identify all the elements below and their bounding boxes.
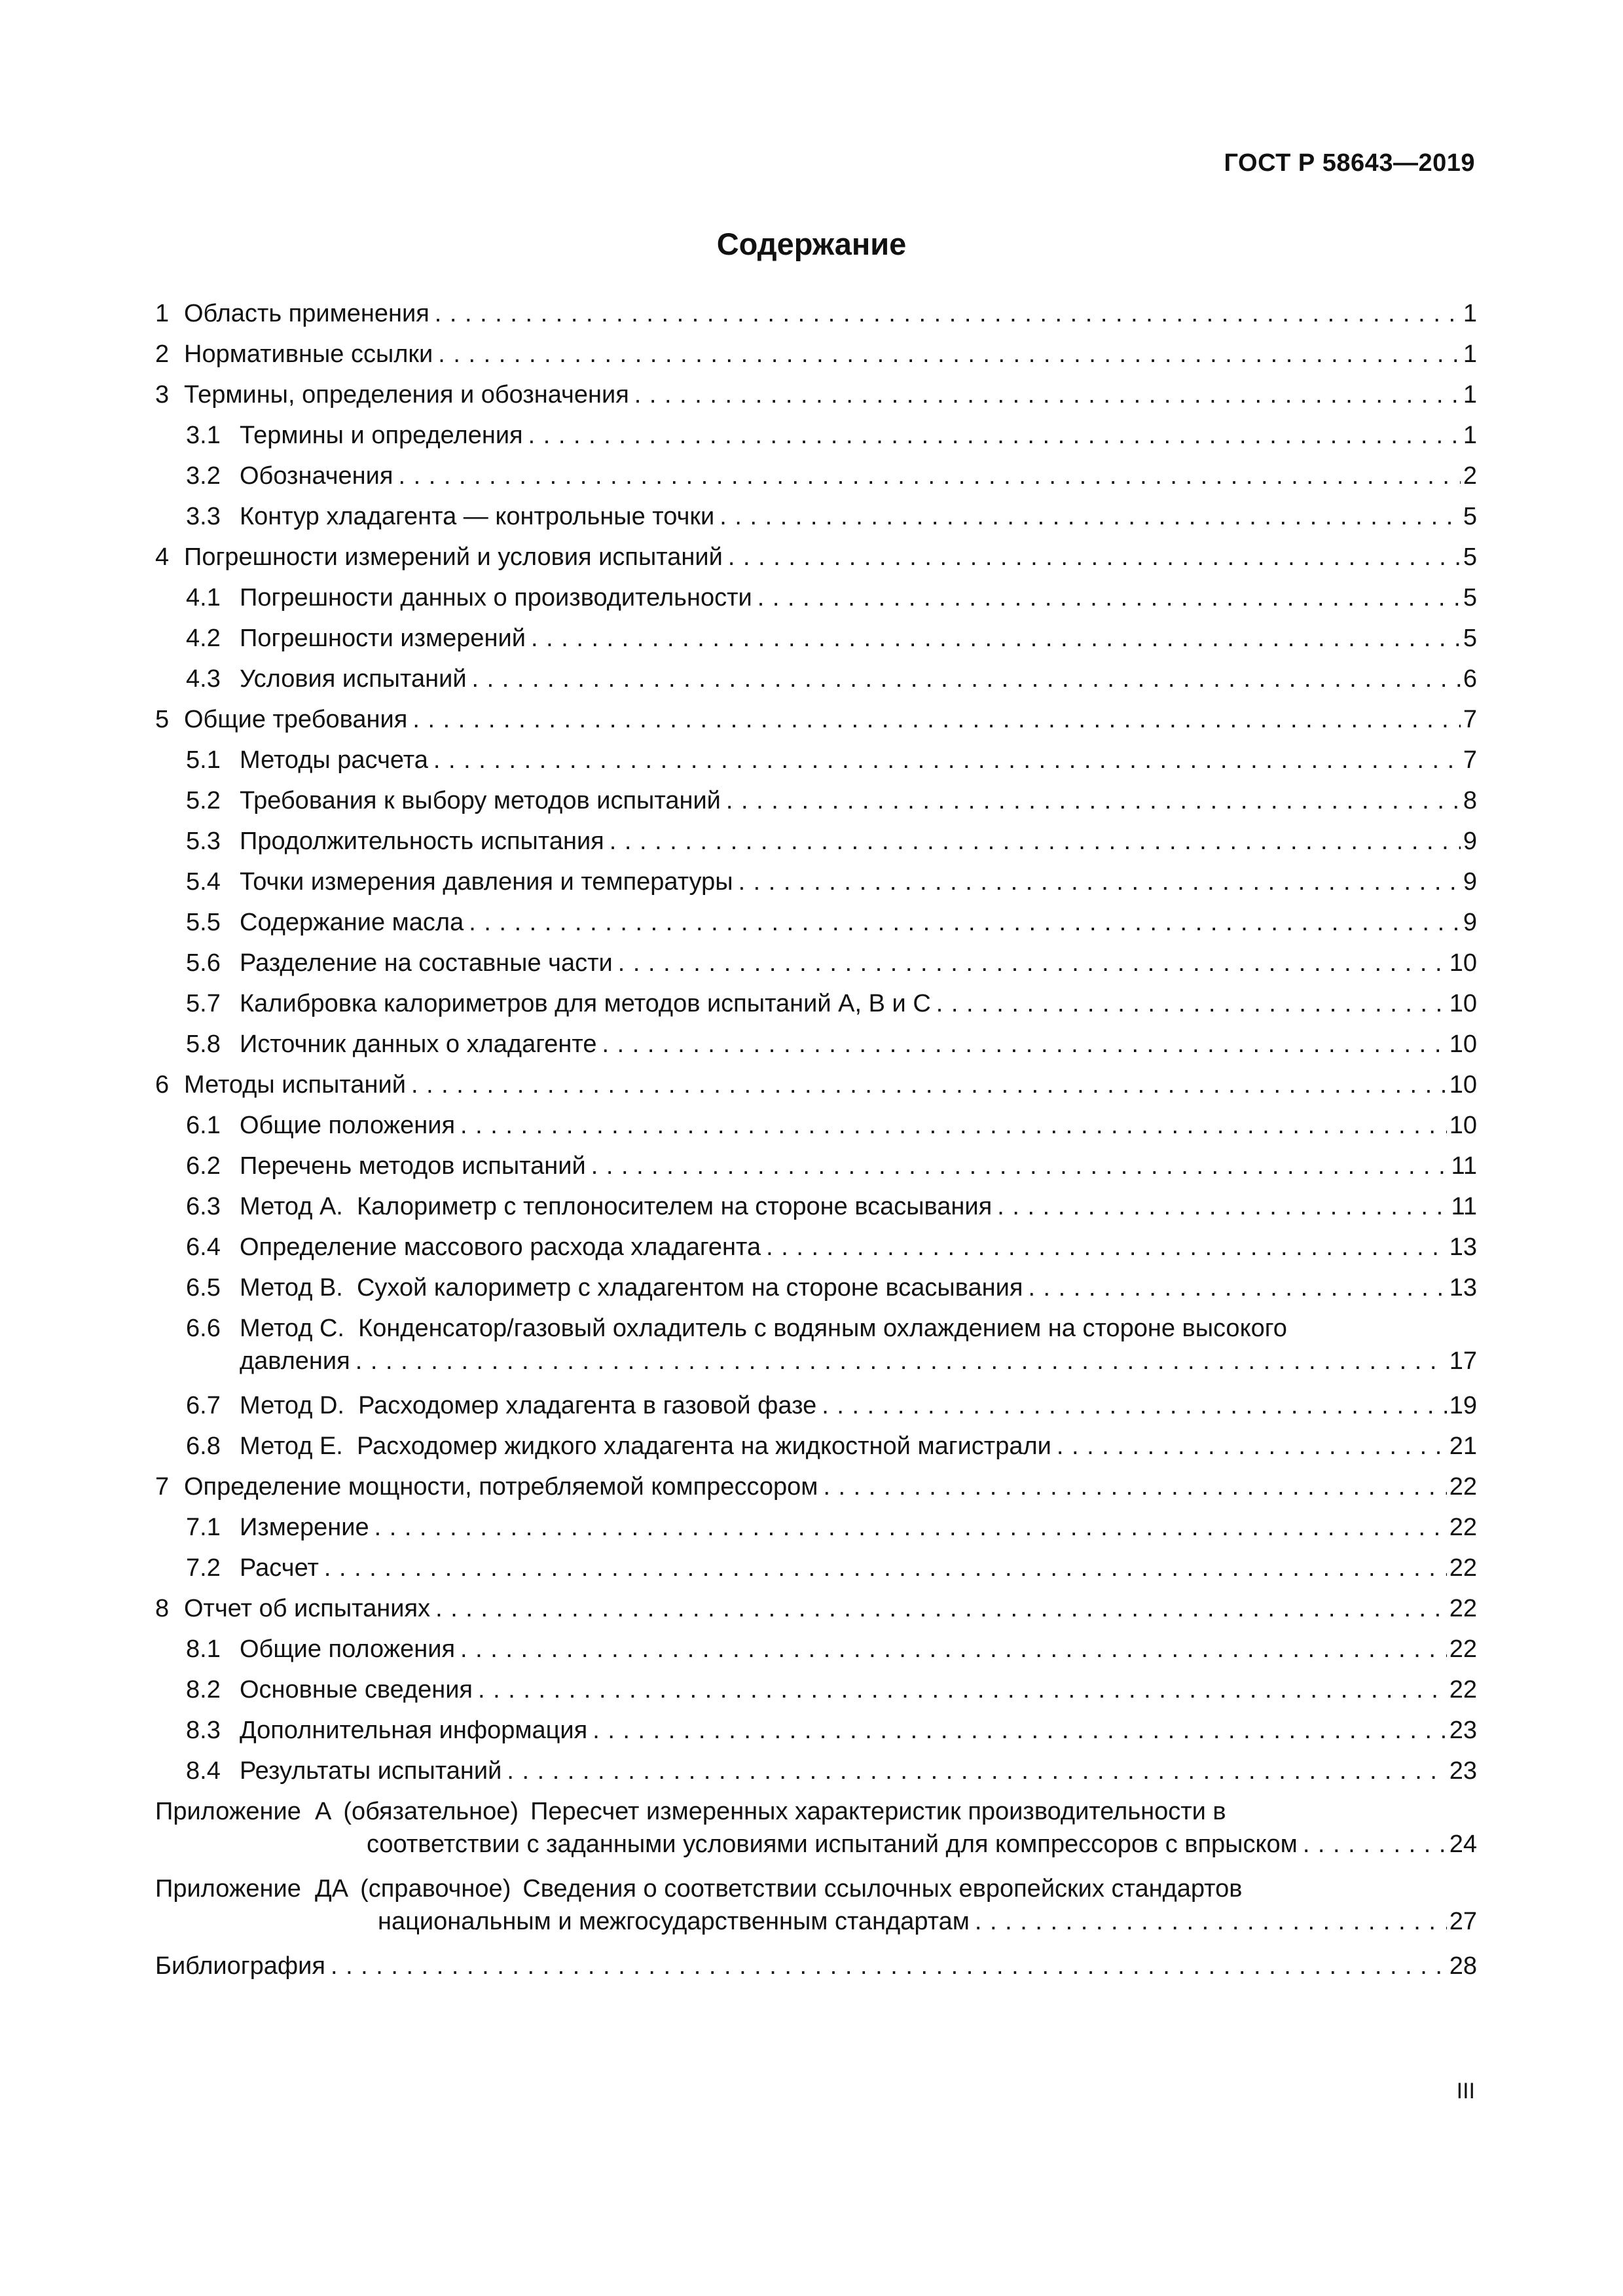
toc-item-2[interactable]: 2 Нормативные ссылки . . . 1: [155, 334, 1477, 374]
toc-item-3-2[interactable]: 3.2 Обозначения . . . 2: [155, 456, 1477, 496]
toc-item-4-2[interactable]: 4.2 Погрешности измерений . . . 5: [155, 618, 1477, 659]
page-number: III: [1456, 2079, 1475, 2104]
toc-item-5-7[interactable]: 5.7 Калибровка калориметров для методов испытаний А, В и С . . . 10: [155, 983, 1477, 1024]
toc-item-8-2[interactable]: 8.2 Основные сведения . . . 22: [155, 1669, 1477, 1710]
toc-item-5-6[interactable]: 5.6 Разделение на составные части . . . 10: [155, 943, 1477, 983]
toc-item-4[interactable]: 4 Погрешности измерений и условия испытаний . . . 5: [155, 537, 1477, 577]
toc-item-8[interactable]: 8 Отчет об испытаниях . . . 22: [155, 1588, 1477, 1629]
toc-item-3[interactable]: 3 Термины, определения и обозначения . . . 1: [155, 374, 1477, 415]
toc-item-8-3[interactable]: 8.3 Дополнительная информация . . . 23: [155, 1710, 1477, 1751]
toc-item-6-2[interactable]: 6.2 Перечень методов испытаний . . . 11: [155, 1146, 1477, 1186]
toc-item-5-2[interactable]: 5.2 Требования к выбору методов испытаний . . . 8: [155, 780, 1477, 821]
toc-item-7-2[interactable]: 7.2 Расчет . . . 22: [155, 1548, 1477, 1588]
toc-item-7-1[interactable]: 7.1 Измерение . . . 22: [155, 1507, 1477, 1548]
page-title: Содержание: [716, 227, 907, 261]
toc-item-6-5[interactable]: 6.5 Метод В. Сухой калориметр с хладагентом на стороне всасывания . . . 13: [155, 1267, 1477, 1308]
toc-item-5-1[interactable]: 5.1 Методы расчета . . . 7: [155, 740, 1477, 780]
toc-item-6-8[interactable]: 6.8 Метод Е. Расходомер жидкого хладагента на жидкостной магистрали . . . 21: [155, 1426, 1477, 1467]
toc-appendix-da[interactable]: Приложение ДА (справочное) Сведения о соответствии ссылочных европейских стандартов национальным и межгосударственным стандартам . . . 27: [155, 1868, 1477, 1946]
toc-item-6-4[interactable]: 6.4 Определение массового расхода хладагента . . . 13: [155, 1227, 1477, 1267]
toc-item-4-3[interactable]: 4.3 Условия испытаний . . . 6: [155, 659, 1477, 699]
toc-item-5-4[interactable]: 5.4 Точки измерения давления и температуры . . . 9: [155, 862, 1477, 902]
toc-appendix-a[interactable]: Приложение А (обязательное) Пересчет измеренных характеристик производительности в соответствии с заданными условиями испытаний для компрессоров с впрыском . . . 24: [155, 1791, 1477, 1868]
toc-item-5-5[interactable]: 5.5 Содержание масла . . . 9: [155, 902, 1477, 943]
toc-item-6-6[interactable]: 6.6 Метод С. Конденсатор/газовый охладитель с водяным охлаждением на стороне высокого давления . . . 17: [155, 1308, 1477, 1385]
toc-item-8-4[interactable]: 8.4 Результаты испытаний . . . 23: [155, 1751, 1477, 1791]
toc-item-8-1[interactable]: 8.1 Общие положения . . . 22: [155, 1629, 1477, 1669]
toc-item-5-8[interactable]: 5.8 Источник данных о хладагенте . . . 10: [155, 1024, 1477, 1065]
toc-item-1[interactable]: 1 Область применения . . . 1: [155, 293, 1477, 334]
toc-item-7[interactable]: 7 Определение мощности, потребляемой компрессором . . . 22: [155, 1467, 1477, 1507]
toc-item-6-1[interactable]: 6.1 Общие положения . . . 10: [155, 1105, 1477, 1146]
table-of-contents: [155, 293, 1477, 1986]
toc-item-3-3[interactable]: 3.3 Контур хладагента — контрольные точки . . . 5: [155, 496, 1477, 537]
toc-item-4-1[interactable]: 4.1 Погрешности данных о производительности . . . 5: [155, 577, 1477, 618]
toc-item-6-3[interactable]: 6.3 Метод А. Калориметр с теплоносителем на стороне всасывания . . . 11: [155, 1186, 1477, 1227]
toc-item-5-3[interactable]: 5.3 Продолжительность испытания . . . 9: [155, 821, 1477, 862]
document-code: ГОСТ Р 58643—2019: [1224, 149, 1475, 177]
toc-item-6[interactable]: 6 Методы испытаний . . . 10: [155, 1065, 1477, 1105]
toc-item-5[interactable]: 5 Общие требования . . . 7: [155, 699, 1477, 740]
toc-item-3-1[interactable]: 3.1 Термины и определения . . . 1: [155, 415, 1477, 456]
toc-item-6-7[interactable]: 6.7 Метод D. Расходомер хладагента в газовой фазе . . . 19: [155, 1385, 1477, 1426]
toc-bibliography[interactable]: Библиография . . . 28: [155, 1946, 1477, 1986]
